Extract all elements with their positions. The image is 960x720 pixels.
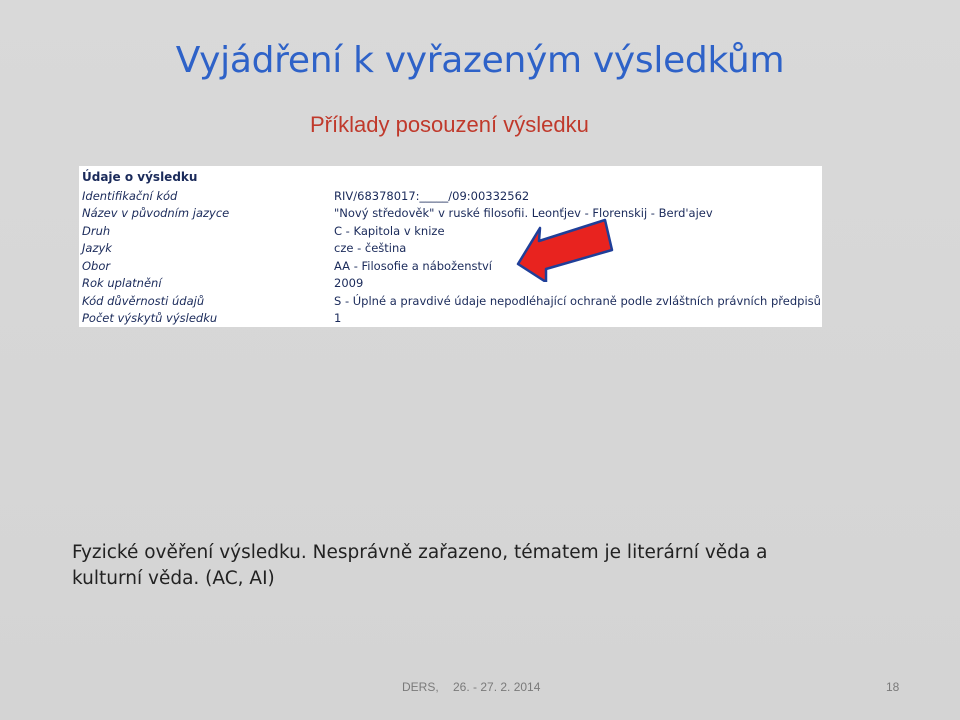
row-value: 2009 [334, 276, 364, 290]
row-value: S - Úplné a pravdivé údaje nepodléhající ochraně podle zvláštních právních předpisů [334, 294, 821, 308]
table-row [79, 239, 822, 257]
row-label: Název v původním jazyce [82, 206, 230, 220]
row-label: Kód důvěrnosti údajů [82, 294, 205, 308]
caption-text: Fyzické ověření výsledku. Nesprávně zařazeno, tématem je literární věda a kulturní věda. (AC, AI) [72, 542, 768, 589]
row-label: Jazyk [82, 241, 112, 255]
table-row [79, 257, 822, 275]
table-row [79, 187, 822, 205]
row-value: AA - Filosofie a náboženství [334, 259, 492, 273]
row-label: Počet výskytů výsledku [82, 311, 218, 325]
row-value: 1 [334, 311, 342, 325]
slide-title: Vyjádření k vyřazeným výsledkům [175, 40, 785, 81]
row-label: Identifikační kód [82, 189, 178, 203]
result-table-heading: Údaje o výsledku [82, 170, 198, 184]
row-value: C - Kapitola v knize [334, 224, 445, 238]
footer-org: DERS, [402, 680, 439, 694]
table-row [79, 292, 822, 310]
footer-date: 26. - 27. 2. 2014 [453, 680, 541, 694]
table-row [79, 204, 822, 222]
table-row [79, 309, 822, 327]
row-label: Rok uplatnění [82, 276, 162, 290]
row-value: RIV/68378017:_____/09:00332562 [334, 189, 530, 203]
row-label: Druh [82, 224, 111, 238]
row-value: "Nový středověk" v ruské filosofii. Leonťjev - Florenskij - Berd'ajev [334, 206, 713, 220]
row-label: Obor [82, 259, 111, 273]
table-row [79, 274, 822, 292]
result-data-screenshot [79, 166, 822, 327]
footer-page-number: 18 [886, 680, 900, 694]
red-arrow-icon [515, 216, 615, 282]
slide-subtitle: Příklady posouzení výsledku [310, 112, 589, 137]
row-value: cze - čeština [334, 241, 407, 255]
table-row [79, 222, 822, 240]
